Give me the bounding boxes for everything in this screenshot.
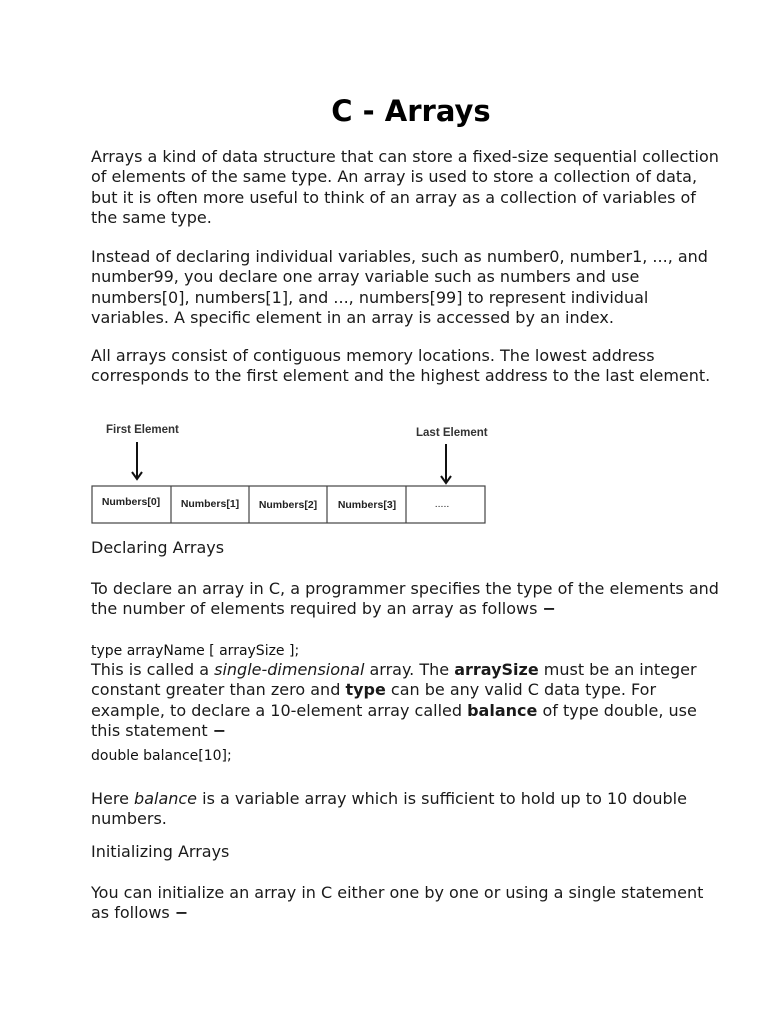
text-fragment: Here: [91, 789, 135, 808]
array-memory-diagram: [90, 418, 490, 528]
first-element-arrow-icon: [132, 442, 142, 479]
intro-paragraph-3: All arrays consist of contiguous memory locations. The lowest address corresponds to the first element and the highest address to the last element.: [91, 346, 711, 386]
intro-paragraph-2: Instead of declaring individual variables, such as number0, number1, ..., and number99, you declare one array variable such as numbers and use numbers[0], numbers[1], and ..., numbers[99] to represent individual variables. A specific element in an array is accessed by an index.: [91, 247, 708, 328]
dash-symbol: −: [174, 903, 189, 923]
last-element-label: Last Element: [416, 427, 488, 439]
text-fragment: is a variable array which is sufficient to hold up to 10 double numbers.: [91, 789, 687, 829]
array-cell-3: Numbers[3]: [337, 499, 397, 511]
array-cells: [92, 486, 485, 523]
dash-symbol: −: [542, 599, 556, 619]
code-declaration-syntax: type arrayName [ arraySize ];: [91, 643, 300, 659]
initializing-text: You can initialize an array in C either one by one or using a single statement as follows: [91, 883, 704, 923]
declaring-paragraph-1: [91, 579, 721, 620]
array-cell-2: Numbers[2]: [258, 499, 318, 511]
array-cell-1: Numbers[1]: [180, 498, 240, 510]
strong-type: type: [345, 680, 386, 700]
text-fragment: of type double, use this statement: [91, 700, 697, 741]
declaring-paragraph-2: [91, 660, 721, 742]
array-cell-ellipsis: .....: [434, 498, 450, 510]
intro-paragraph-1: Arrays a kind of data structure that can store a fixed-size sequential collection of elements of the same type. An array is used to store a collection of data, but it is often more useful to think of an array as a collection of variables of the same type.: [91, 147, 719, 228]
first-element-label: First Element: [106, 424, 179, 436]
emphasis-balance: balance: [134, 789, 198, 808]
emphasis-single-dimensional: single-dimensional: [214, 660, 365, 679]
text-fragment: This is called a: [91, 660, 215, 679]
text-fragment: must be an integer constant greater than zero and: [91, 660, 697, 700]
initializing-arrays-heading: Initializing Arrays: [91, 842, 230, 861]
declaring-text-1: To declare an array in C, a programmer specifies the type of the elements and the number of elements required by an array as follows: [91, 579, 719, 619]
text-fragment: array. The: [364, 660, 455, 679]
text-fragment: can be any valid C data type. For example, to declare a 10-element array called: [91, 680, 657, 720]
declaring-paragraph-3: [91, 789, 721, 830]
strong-balance: balance: [467, 700, 538, 720]
strong-arraysize: arraySize: [454, 660, 539, 679]
dash-symbol: −: [212, 721, 227, 741]
declaring-arrays-heading: Declaring Arrays: [91, 538, 225, 557]
initializing-paragraph-1: [91, 883, 721, 924]
last-element-arrow-icon: [441, 444, 451, 483]
array-cell-0: Numbers[0]: [101, 496, 161, 508]
code-balance-declaration: double balance[10];: [91, 748, 232, 764]
page-title: C - Arrays: [331, 94, 491, 128]
